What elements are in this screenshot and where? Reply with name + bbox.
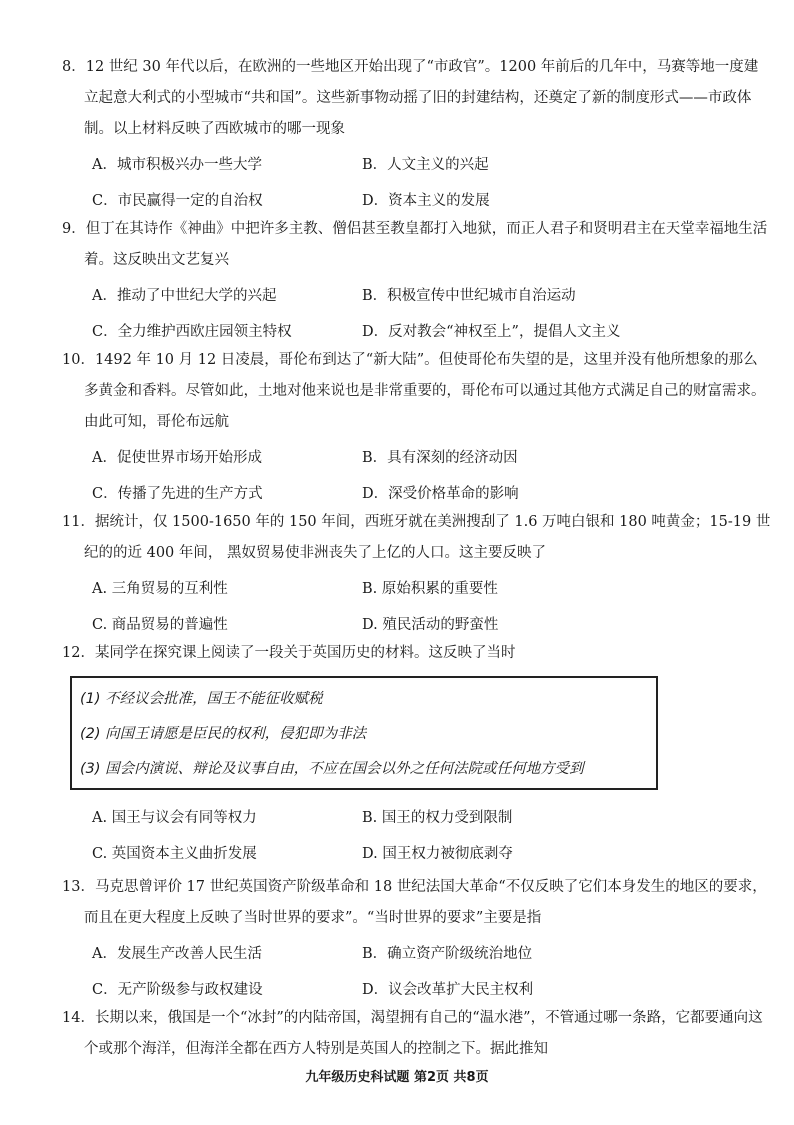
- option-a: A．发展生产改善人民生活: [92, 946, 262, 962]
- options: [62, 440, 772, 512]
- question-stem: 9．但丁在其诗作《神曲》中把许多主教、僧侣甚至教皇都打入地狱，而正人君子和贤明君主在天堂幸福地生活着。这反映出文艺复兴: [62, 221, 768, 268]
- question-11: [62, 507, 772, 643]
- option-a: A．城市积极兴办一些大学: [92, 157, 262, 173]
- options: [62, 278, 772, 350]
- question-10: [62, 345, 772, 512]
- option-a: A．促使世界市场开始形成: [92, 450, 262, 466]
- option-b: B．积极宣传中世纪城市自治运动: [362, 288, 576, 304]
- option-d: D．深受价格革命的影响: [362, 486, 519, 502]
- question-14: [62, 1003, 772, 1065]
- options: [62, 936, 772, 1008]
- question-stem: 11．据统计，仅 1500-1650 年的 150 年间，西班牙就在美洲搜刮了 1.6 万吨白银和 180 吨黄金；15-19 世纪的的近 400 年间， 黑奴贸易使非洲丧失了上亿的人口。这主要反映了: [62, 514, 771, 561]
- option-b: B. 国王的权力受到限制: [362, 810, 513, 826]
- option-c: C．无产阶级参与政权建设: [92, 982, 263, 998]
- question-12-options: [62, 800, 772, 872]
- options: [62, 147, 772, 219]
- option-c: C. 英国资本主义曲折发展: [92, 846, 257, 862]
- option-c: C．传播了先进的生产方式: [92, 486, 263, 502]
- option-b: B. 原始积累的重要性: [362, 581, 498, 597]
- option-d: D. 殖民活动的野蛮性: [362, 617, 499, 633]
- material-item: (3) 国会内演说、辩论及议事自由，不应在国会以外之任何法院或任何地方受到: [80, 761, 584, 777]
- question-stem: 12．某同学在探究课上阅读了一段关于英国历史的材料。这反映了当时: [62, 645, 516, 661]
- option-a: A. 三角贸易的互利性: [92, 581, 228, 597]
- option-d: D．议会改革扩大民主权利: [362, 982, 534, 998]
- option-c: C．市民赢得一定的自治权: [92, 193, 263, 209]
- option-b: B．人文主义的兴起: [362, 157, 489, 173]
- option-c: C. 商品贸易的普遍性: [92, 617, 228, 633]
- option-d: D. 国王权力被彻底剥夺: [362, 846, 513, 862]
- material-item: (1) 不经议会批准，国王不能征收赋税: [80, 691, 323, 707]
- question-8: [62, 52, 772, 219]
- option-b: B．确立资产阶级统治地位: [362, 946, 533, 962]
- option-d: D．反对教会“神权至上”，提倡人文主义: [362, 324, 621, 340]
- question-stem: 14．长期以来，俄国是一个“冰封”的内陆帝国，渴望拥有自己的“温水港”，不管通过哪一条路，它都要通向这个或那个海洋，但海洋全都在西方人特别是英国人的控制之下。据此推知: [62, 1010, 763, 1057]
- question-13: [62, 872, 772, 1008]
- question-stem: 13．马克思曾评价 17 世纪英国资产阶级革命和 18 世纪法国大革命“不仅反映了它们本身发生的地区的要求，而且在更大程度上反映了当时世界的要求”。“当时世界的要求”主要是指: [62, 879, 767, 926]
- question-stem: 8．12 世纪 30 年代以后，在欧洲的一些地区开始出现了“市政官”。1200 年前后的几年中，马赛等地一度建立起意大利式的小型城市“共和国”。这些新事物动摇了旧的封建结构，还奠定了新的制度形式——市政体制。以上材料反映了西欧城市的哪一现象: [62, 59, 759, 137]
- material-item: (2) 向国王请愿是臣民的权利，侵犯即为非法: [80, 726, 367, 742]
- page-footer: 九年级历史科试题 第2页 共8页: [305, 1070, 489, 1085]
- options: [62, 571, 772, 643]
- source-material-box: [70, 676, 658, 790]
- question-12: [62, 638, 772, 669]
- options: [62, 800, 772, 872]
- question-stem: 10．1492 年 10 月 12 日凌晨，哥伦布到达了“新大陆”。但使哥伦布失望的是，这里并没有他所想象的那么多黄金和香料。尽管如此，土地对他来说也是非常重要的，哥伦布可以通过其他方式满足自己的财富需求。由此可知，哥伦布远航: [62, 352, 766, 430]
- option-b: B．具有深刻的经济动因: [362, 450, 518, 466]
- option-c: C．全力维护西欧庄园领主特权: [92, 324, 292, 340]
- option-a: A．推动了中世纪大学的兴起: [92, 288, 277, 304]
- question-9: [62, 214, 772, 350]
- option-d: D．资本主义的发展: [362, 193, 490, 209]
- option-a: A. 国王与议会有同等权力: [92, 810, 257, 826]
